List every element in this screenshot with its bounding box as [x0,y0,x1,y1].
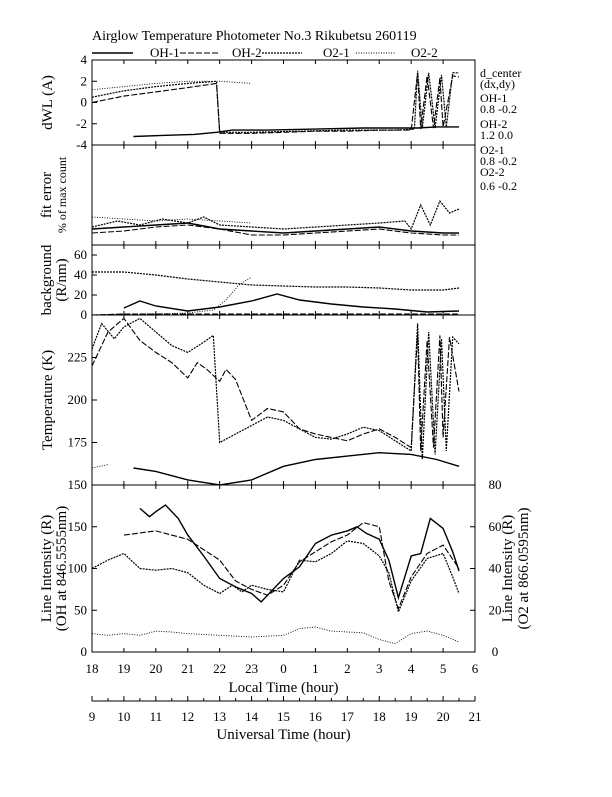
y-right-tick-label-intensity: 60 [488,518,502,534]
side-note-3: 0.8 -0.2 [480,102,517,116]
y-axis-label-intensity: (OH at 846.5555nm) [54,505,70,632]
x-tick-label-ut: 19 [404,709,418,724]
x-axis-label-local: Local Time (hour) [228,680,339,696]
series-line-temperature-oh-1 [134,453,460,485]
panels [39,52,532,659]
x-tick-label-local: 0 [280,661,287,676]
x-tick-label-local: 21 [181,661,195,676]
side-note-1: (dx,dy) [480,77,515,91]
x-tick-label-ut: 14 [245,709,259,724]
side-note-2: OH-1 [480,91,508,105]
side-note-6: O2-1 [480,143,505,157]
y-tick-label-background: 60 [74,247,87,262]
panel-temperature [40,315,475,492]
side-notes [480,66,521,193]
y-right-tick-label-intensity: 40 [488,560,502,576]
y-tick-label-background: 20 [74,287,87,302]
side-note-5: 1.2 0.0 [480,128,513,142]
x-tick-label-ut: 13 [213,709,227,724]
x-tick-label-local: 18 [85,661,99,676]
y-axis-label-intensity: Line Intensity (R) [39,514,55,623]
series-line-intensity-o2-1 [92,541,459,612]
y-axis-label-dwl: dWL (A) [40,75,56,130]
x-tick-label-ut: 9 [88,709,96,724]
x-tick-label-local: 3 [376,661,383,676]
x-tick-label-ut: 17 [340,709,354,724]
legend-label-o2-2: O2-2 [411,45,438,60]
panel-frame-fiterr [92,145,475,245]
y-axis-label-fiterr: fit error [39,171,55,219]
chart-title: Airglow Temperature Photometer No.3 Rikubetsu 260119 [92,29,417,44]
x-tick-label-local: 5 [439,661,447,676]
x-tick-label-local: 19 [117,661,131,676]
y-tick-label-temperature: 150 [67,477,87,492]
y-right-tick-label-intensity: 20 [488,602,502,618]
side-note-0: d_center [480,66,522,80]
y-tick-label-temperature: 225 [67,349,87,365]
y-tick-label-dwl: 4 [80,52,87,67]
x-tick-label-local: 22 [213,661,227,676]
y-axis-label-fiterr: % of max count [55,156,69,234]
series-line-dwl-o2-2 [92,81,252,90]
y-tick-label-intensity: 50 [74,602,87,618]
series-line-dwl-oh-2 [92,73,459,134]
x-tick-label-ut: 18 [372,709,386,724]
legend-label-o2-1: O2-1 [323,45,350,60]
y-tick-label-dwl: -4 [76,137,87,152]
series-line-dwl-o2-1 [92,71,459,133]
x-tick-label-ut: 16 [308,709,322,724]
x-tick-label-ut: 21 [468,709,482,724]
side-note-7: 0.8 -0.2 [480,154,517,168]
panel-background [39,244,475,322]
y-tick-label-background: 0 [80,307,87,322]
y-tick-label-intensity: 100 [67,560,87,576]
x-tick-label-ut: 20 [436,709,450,724]
y-tick-label-dwl: 2 [80,73,87,89]
panel-dwl [40,52,475,152]
series-line-fiterr-o2-1 [92,201,459,229]
legend-label-oh-1: OH-1 [150,45,180,60]
y-tick-label-dwl: -2 [76,115,87,131]
series-line-temperature-o2-2 [92,465,108,468]
series-line-intensity-o2-2 [92,627,459,644]
y-axis-label-background: background [39,244,55,316]
side-note-4: OH-2 [480,117,508,131]
y-right-tick-label-intensity: 0 [491,644,499,659]
y-axis-label-right-intensity: (O2 at 866.0595nm) [516,507,532,630]
y-axis-label-temperature: Temperature (K) [40,349,56,451]
panel-intensity [39,477,532,659]
series-line-intensity-oh-1 [140,505,459,602]
x-tick-label-local: 20 [149,661,163,676]
legend [92,45,438,60]
x-tick-label-local: 4 [407,661,415,676]
x-tick-label-local: 1 [312,661,319,676]
x-tick-label-ut: 11 [149,709,163,724]
x-tick-label-local: 2 [344,661,351,676]
y-right-tick-label-intensity: 80 [488,477,502,492]
side-note-9: 0.6 -0.2 [480,179,517,193]
x-tick-label-ut: 12 [181,709,195,724]
bottom-axes [86,661,482,743]
series-line-temperature-oh-2 [92,318,459,451]
y-tick-label-intensity: 150 [67,518,87,534]
y-tick-label-temperature: 200 [67,392,87,407]
x-tick-label-local: 23 [245,661,259,676]
series-line-background-oh-1 [124,294,459,312]
legend-label-oh-2: OH-2 [232,45,262,60]
y-axis-label-background: (R/nm) [54,258,70,302]
x-tick-label-local: 6 [471,661,479,676]
series-line-background-o2-1 [92,272,459,290]
x-axis-label-ut: Universal Time (hour) [216,727,351,743]
y-tick-label-intensity: 0 [80,644,87,659]
side-note-8: O2-2 [480,165,505,179]
series-line-fiterr-oh-1 [92,223,459,233]
y-tick-label-background: 40 [74,267,87,282]
y-axis-label-right-intensity: Line Intensity (R) [500,514,516,623]
series-line-temperature-o2-1 [92,318,459,459]
y-tick-label-temperature: 175 [67,434,87,450]
x-tick-label-ut: 10 [117,709,131,724]
panel-fiterr [39,145,475,245]
y-tick-label-dwl: 0 [80,94,87,110]
x-tick-label-ut: 15 [277,709,290,724]
